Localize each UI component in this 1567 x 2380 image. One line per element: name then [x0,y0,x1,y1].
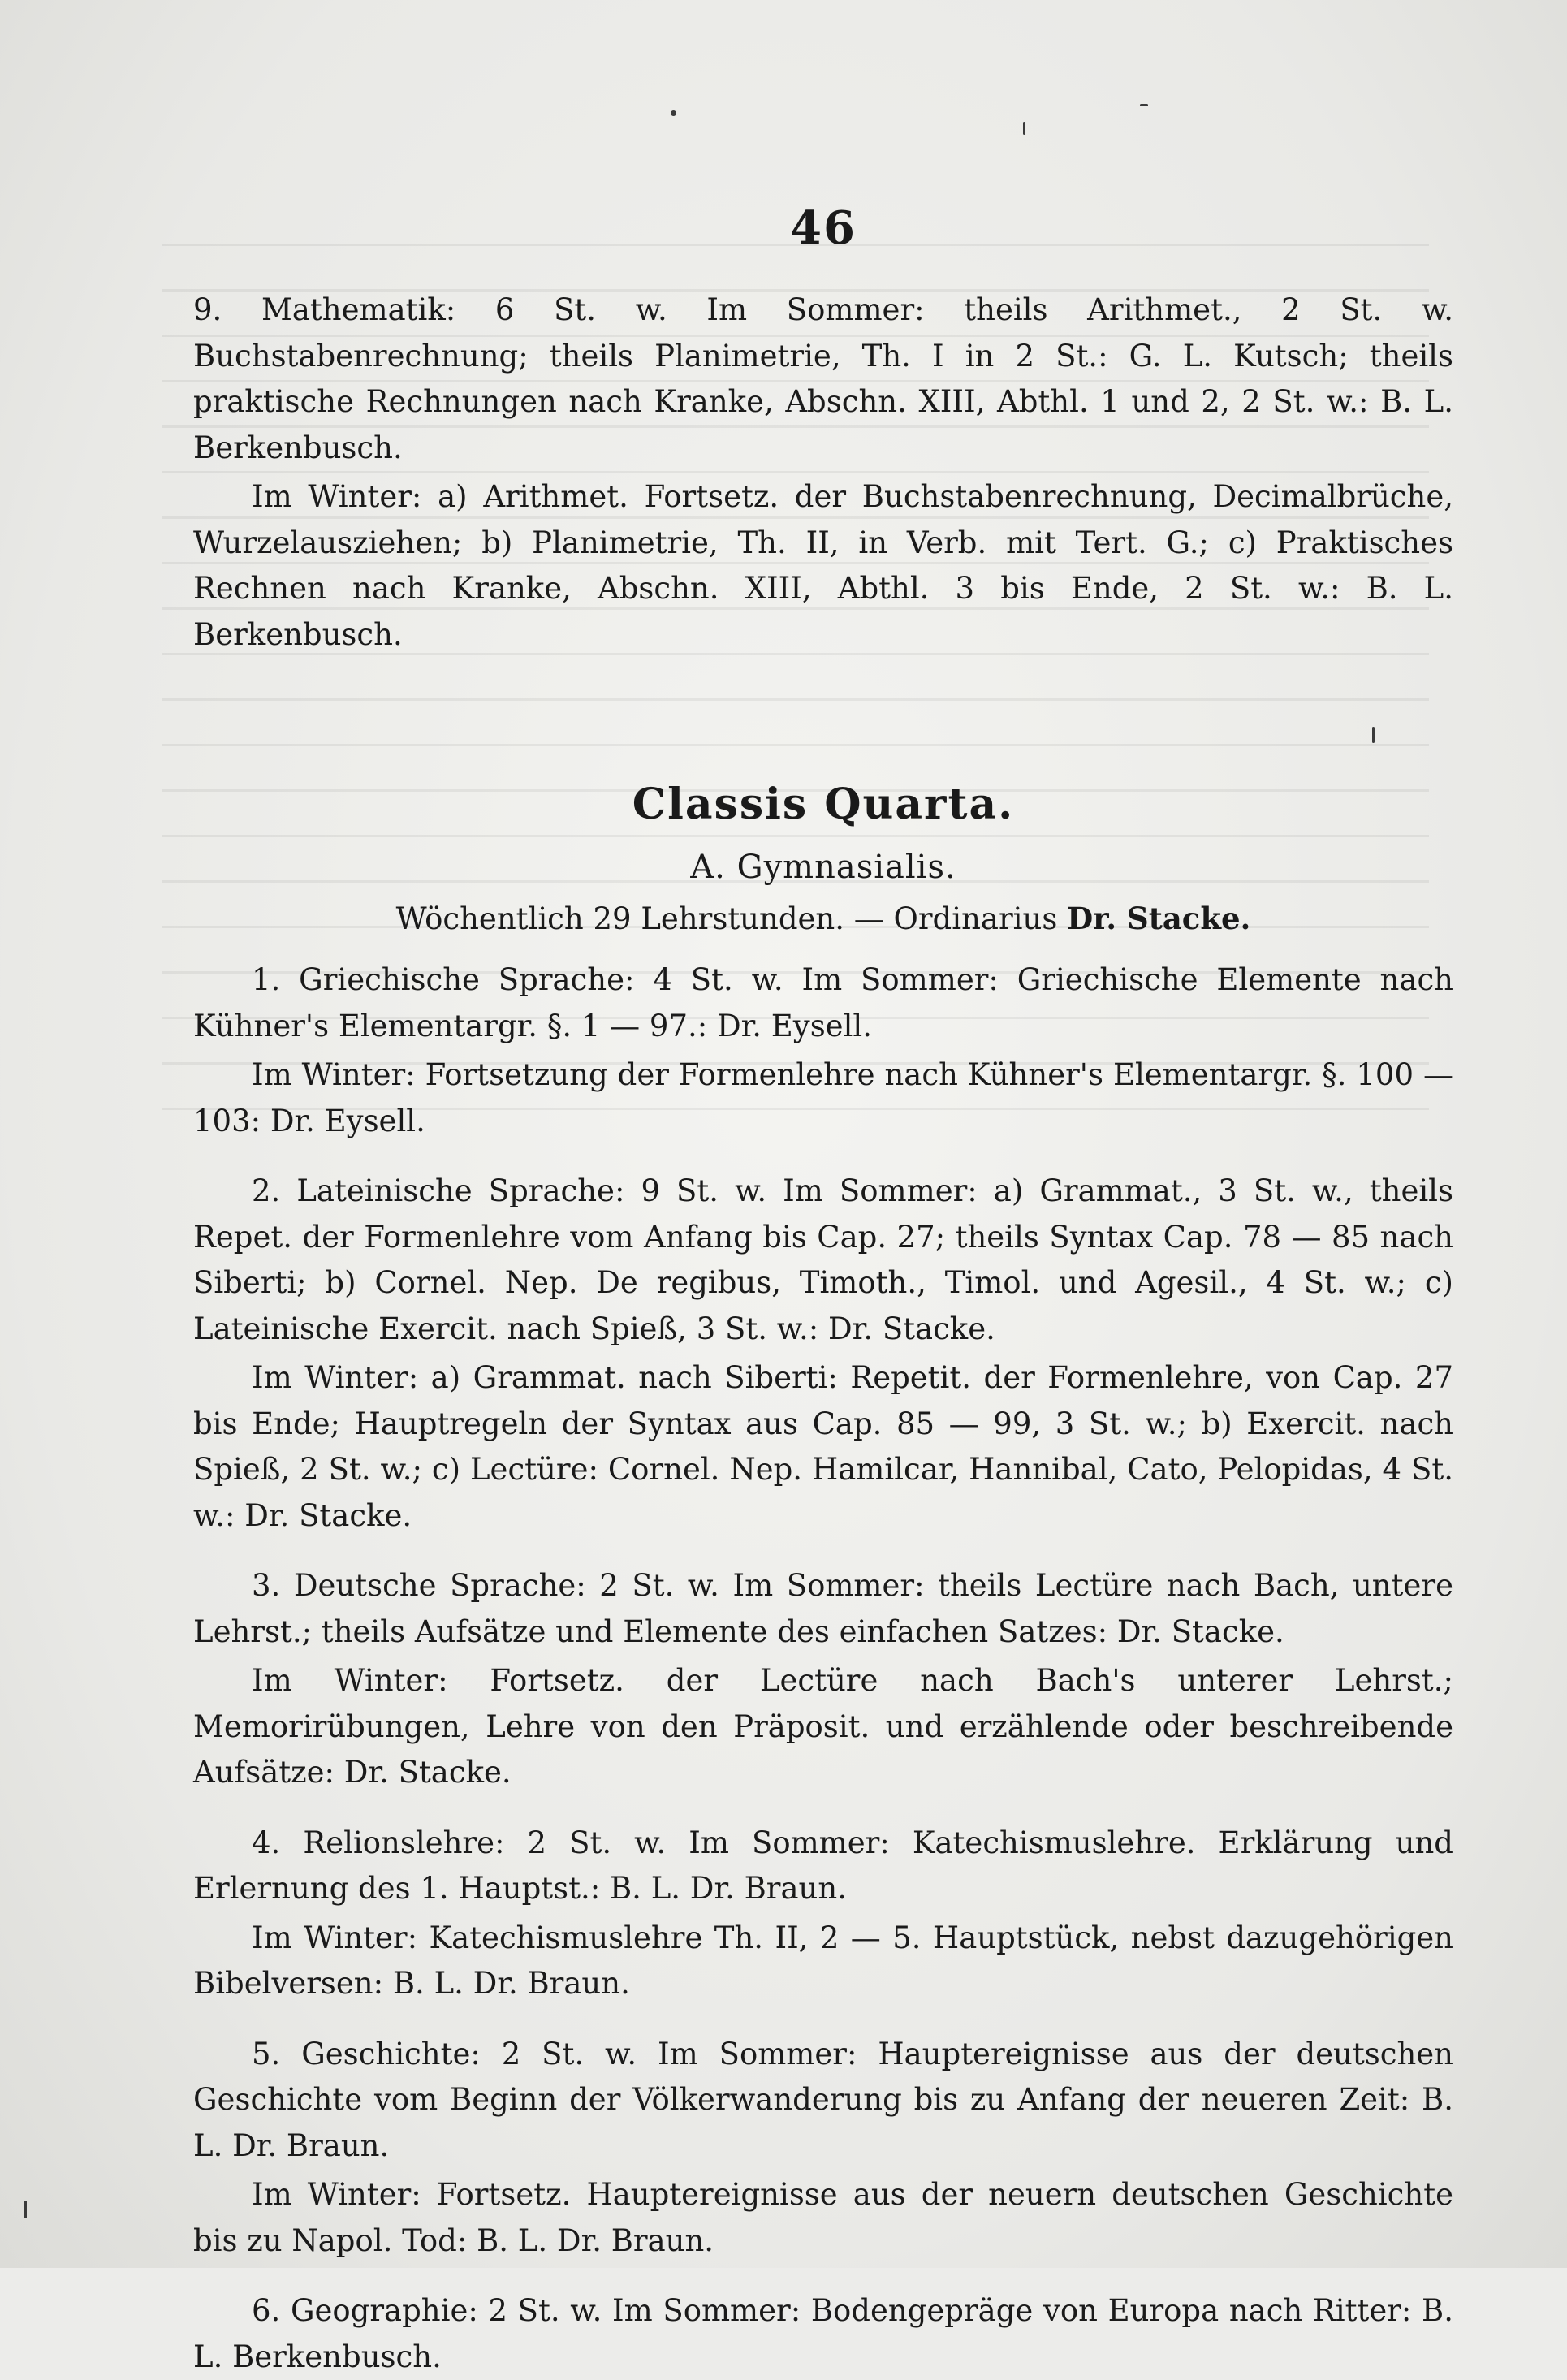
mathematik-summer: 9. Mathematik: 6 St. w. Im Sommer: theils Arithmet., 2 St. w. Buchstabenrechnung; theils Planimetrie, Th. I in 2 St.: G. L. Kutsch; theils praktische Rechnungen nach Kranke, Abschn. XIII, Abthl. 1 und 2, 2 St. w.: B. L. Berkenbusch. [193,292,1453,465]
entry-winter: Im Winter: Katechismuslehre Th. II, 2 — 5. Hauptstück, nebst dazugehörigen Bibelversen: B. L. Dr. Braun. [193,1920,1453,2001]
speck [1140,104,1148,106]
entry-winter: Im Winter: a) Grammat. nach Siberti: Repetit. der Formenlehre, von Cap. 27 bis Ende; Hauptregeln der Syntax aus Cap. 85 — 99, 3 St. w.; b) Exercit. nach Spieß, 2 St. w.; c) Lectüre: Cornel. Nep. Hamilcar, Hannibal, Cato, Pelopidas, 4 St. w.: Dr. Stacke. [193,1360,1453,1533]
section-meta [193,901,1453,936]
entry-latein [193,1168,1453,1539]
entry-winter: Im Winter: Fortsetzung der Formenlehre nach Kühner's Elementargr. §. 100 — 103: Dr. Eysell. [193,1057,1453,1138]
mathematik-winter: Im Winter: a) Arithmet. Fortsetz. der Buchstabenrechnung, Decimalbrüche, Wurzelausziehen; b) Planimetrie, Th. II, in Verb. mit Tert. G.; c) Praktisches Rechnen nach Kranke, Abschn. XIII, Abthl. 3 bis Ende, 2 St. w.: B. L. Berkenbusch. [193,479,1453,652]
meta-ordinarius: Dr. Stacke. [1067,901,1251,936]
entry-summer: 6. Geographie: 2 St. w. Im Sommer: Bodengepräge von Europa nach Ritter: B. L. Berkenbusch. [193,2293,1453,2374]
entry-geschichte [193,2032,1453,2265]
page-content [193,201,1453,2380]
entry-summer: 1. Griechische Sprache: 4 St. w. Im Sommer: Griechische Elemente nach Kühner's Elementargr. §. 1 — 97.: Dr. Eysell. [193,962,1453,1043]
entry-winter: Im Winter: Fortsetz. der Lectüre nach Bach's unterer Lehrst.; Memorirübungen, Lehre von den Präposit. und erzählende oder beschreibende Aufsätze: Dr. Stacke. [193,1663,1453,1790]
entry-griechisch [193,957,1453,1144]
entry-geographie [193,2288,1453,2380]
speck [671,110,676,116]
entry-summer: 4. Relionslehre: 2 St. w. Im Sommer: Katechismuslehre. Erklärung und Erlernung des 1. Hauptst.: B. L. Dr. Braun. [193,1825,1453,1906]
section-title: Classis Quarta. [632,780,1015,829]
entry-summer: 3. Deutsche Sprache: 2 St. w. Im Sommer: theils Lectüre nach Bach, untere Lehrst.; theils Aufsätze und Elemente des einfachen Satzes: Dr. Stacke. [193,1568,1453,1649]
entry-summer: 5. Geschichte: 2 St. w. Im Sommer: Hauptereignisse aus der deutschen Geschichte vom Beginn der Völkerwanderung bis zu Anfang der neueren Zeit: B. L. Dr. Braun. [193,2036,1453,2163]
speck [24,2201,27,2218]
entry-summer: 2. Lateinische Sprache: 9 St. w. Im Sommer: a) Grammat., 3 St. w., theils Repet. der Formenlehre vom Anfang bis Cap. 27; theils Syntax Cap. 78 — 85 nach Siberti; b) Cornel. Nep. De regibus, Timoth., Timol. und Agesil., 4 St. w.; c) Lateinische Exercit. nach Spieß, 3 St. w.: Dr. Stacke. [193,1173,1453,1346]
entry-deutsch [193,1563,1453,1796]
meta-text: Wöchentlich 29 Lehrstunden. — Ordinarius [395,901,1058,936]
entry-winter: Im Winter: Fortsetz. Hauptereignisse aus der neuern deutschen Geschichte bis zu Napol. Tod: B. L. Dr. Braun. [193,2177,1453,2258]
mathematik-entry [193,287,1453,658]
entry-religion [193,1821,1453,2007]
section-subtitle: A. Gymnasialis. [690,849,956,886]
page-number: 46 [790,201,857,255]
speck [1023,122,1025,135]
